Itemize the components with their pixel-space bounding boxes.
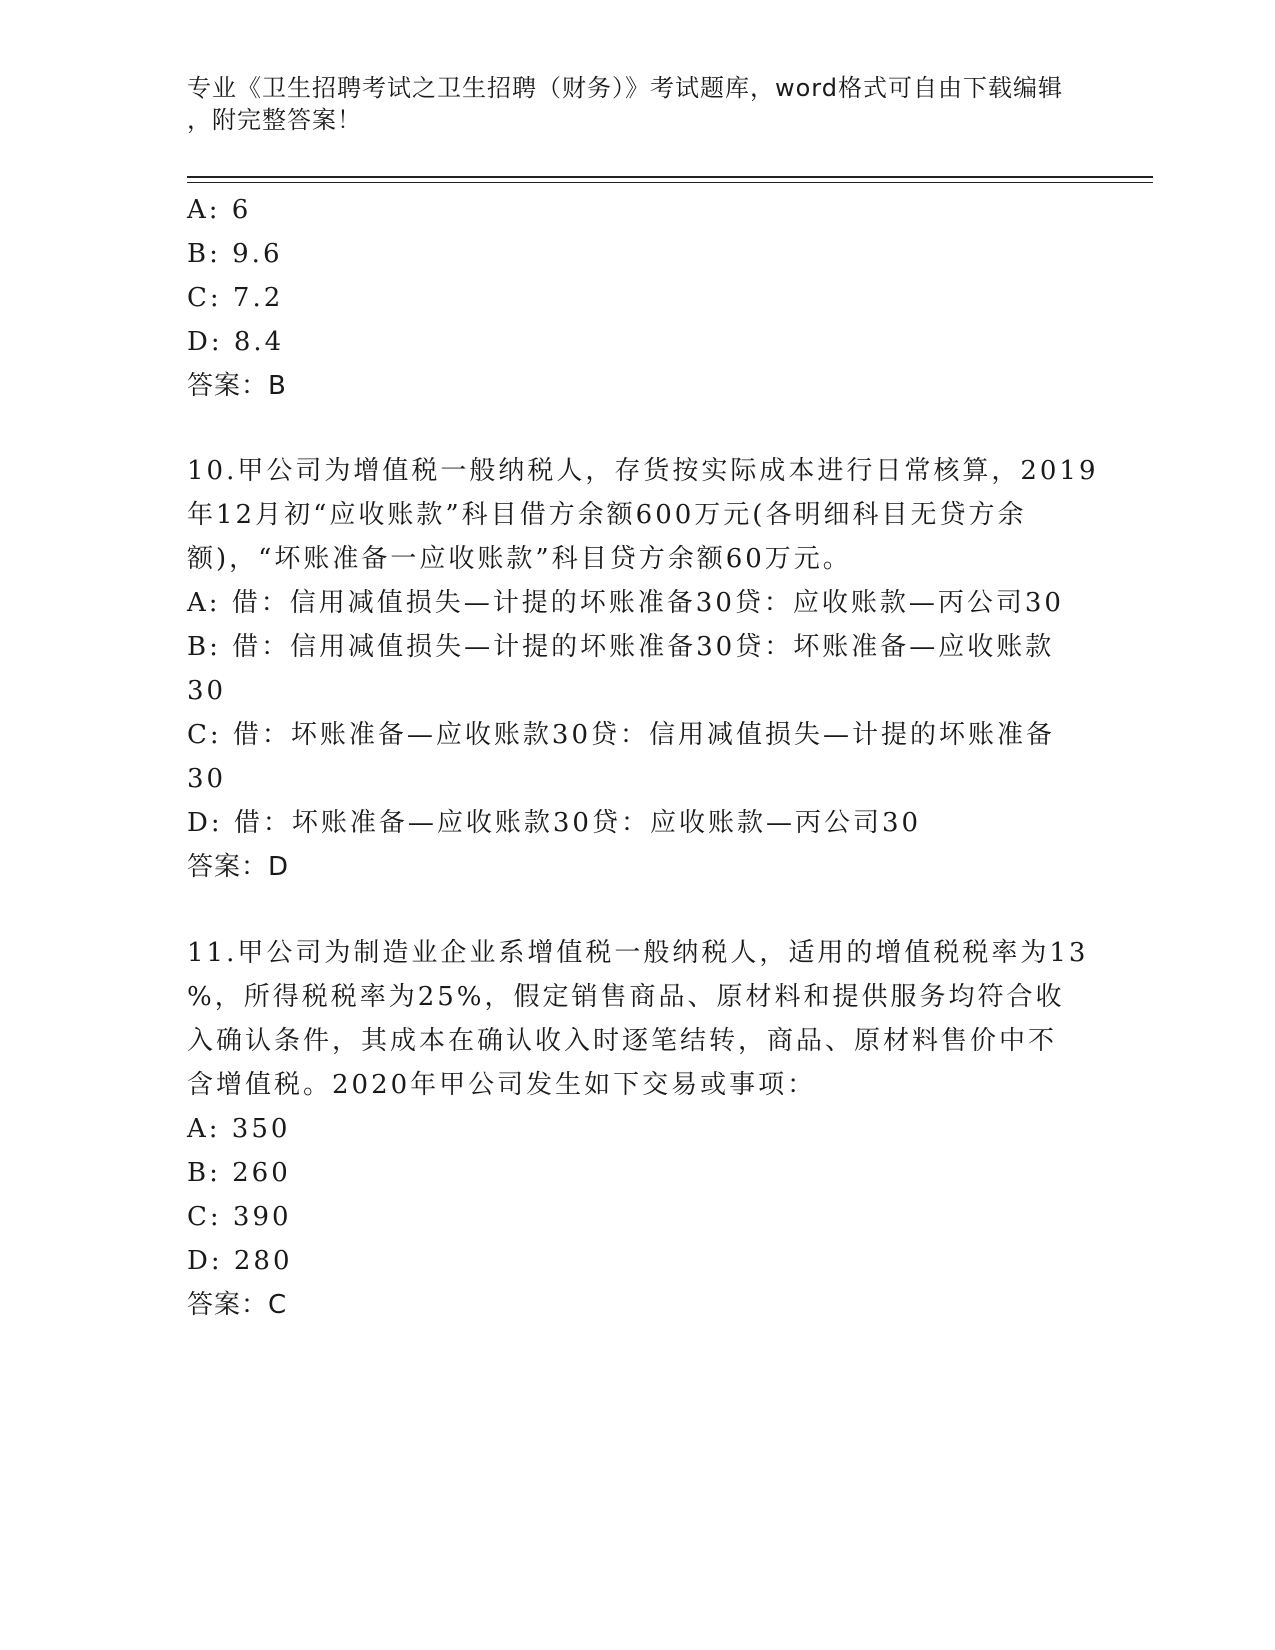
q11-stem-line-4: 含增值税。2020年甲公司发生如下交易或事项： bbox=[187, 1070, 817, 1100]
q11-stem-line-3: 入确认条件，其成本在确认收入时逐笔结转，商品、原材料售价中不 bbox=[187, 1026, 1058, 1056]
header-divider-top bbox=[187, 176, 1153, 178]
document-header bbox=[187, 72, 1067, 136]
q9-option-b: B: 9.6 bbox=[187, 239, 283, 269]
q10-option-b: B: 借：信用减值损失—计提的坏账准备30贷：坏账准备—应收账款 bbox=[187, 632, 1055, 662]
q9-option-c: C: 7.2 bbox=[187, 283, 284, 313]
q10-option-a: A: 借：信用减值损失—计提的坏账准备30贷：应收账款—丙公司30 bbox=[187, 588, 1064, 618]
q10-stem-line-1: 10.甲公司为增值税一般纳税人，存货按实际成本进行日常核算，2019 bbox=[187, 456, 1099, 486]
header-line-2: ，附完整答案！ bbox=[187, 106, 362, 134]
q10-stem-line-2: 年12月初“应收账款”科目借方余额600万元(各明细科目无贷方余 bbox=[187, 500, 1027, 530]
q11-option-c: C: 390 bbox=[187, 1202, 292, 1232]
q9-answer: 答案：B bbox=[187, 371, 287, 401]
header-line-1: 专业《卫生招聘考试之卫生招聘（财务）》考试题库，word格式可自由下载编辑 bbox=[187, 74, 1063, 102]
q11-option-d: D: 280 bbox=[187, 1246, 293, 1276]
q11-stem-line-1: 11.甲公司为制造业企业系增值税一般纳税人，适用的增值税税率为13 bbox=[187, 938, 1089, 968]
q9-option-d: D: 8.4 bbox=[187, 327, 285, 357]
q11-answer: 答案：C bbox=[187, 1290, 288, 1320]
q10-option-c: C: 借：坏账准备—应收账款30贷：信用减值损失—计提的坏账准备 bbox=[187, 720, 1056, 750]
q10-answer: 答案：D bbox=[187, 852, 290, 882]
q10-option-b-cont: 30 bbox=[187, 676, 227, 706]
q11-stem-line-2: %，所得税税率为25%，假定销售商品、原材料和提供服务均符合收 bbox=[187, 982, 1065, 1012]
q10-option-c-cont: 30 bbox=[187, 764, 227, 794]
q9-option-a: A: 6 bbox=[187, 195, 252, 225]
q10-option-d: D: 借：坏账准备—应收账款30贷：应收账款—丙公司30 bbox=[187, 808, 922, 838]
q10-stem-line-3: 额)，“坏账准备一应收账款”科目贷方余额60万元。 bbox=[187, 544, 852, 574]
header-divider-bottom bbox=[187, 182, 1153, 183]
q11-option-b: B: 260 bbox=[187, 1158, 291, 1188]
q11-option-a: A: 350 bbox=[187, 1114, 291, 1144]
